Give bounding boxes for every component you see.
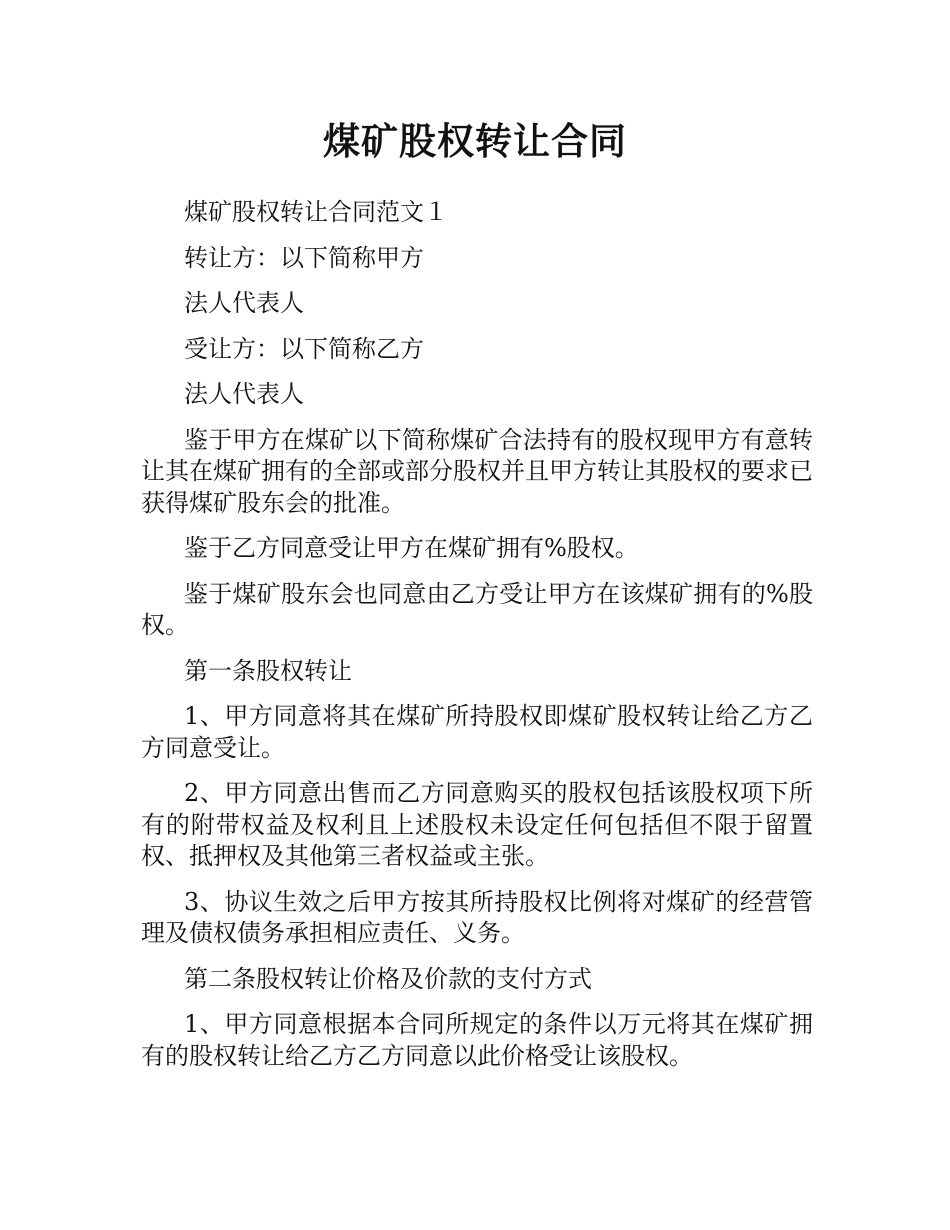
paragraph: 煤矿股权转让合同范文１ — [184, 198, 448, 226]
document-title: 煤矿股权转让合同 — [323, 120, 627, 163]
paragraph: 1、甲方同意根据本合同所规定的条件以万元将其在煤矿拥有的股权转让给乙方乙方同意以此价格受让该股权。 — [141, 1010, 813, 1070]
paragraph: 法人代表人 — [184, 380, 304, 408]
paragraph: 鉴于煤矿股东会也同意由乙方受让甲方在该煤矿拥有的%股权。 — [141, 579, 813, 639]
paragraph: 鉴于甲方在煤矿以下简称煤矿合法持有的股权现甲方有意转让其在煤矿拥有的全部或部分股权并且甲方转让其股权的要求已获得煤矿股东会的批准。 — [141, 425, 813, 517]
section-heading: 第一条股权转让 — [184, 656, 352, 685]
paragraph: 鉴于乙方同意受让甲方在煤矿拥有%股权。 — [184, 534, 639, 562]
paragraph: 2、甲方同意出售而乙方同意购买的股权包括该股权项下所有的附带权益及权利且上述股权未设定任何包括但不限于留置权、抵押权及其他第三者权益或主张。 — [141, 779, 813, 870]
paragraph: 3、协议生效之后甲方按其所持股权比例将对煤矿的经营管理及债权债务承担相应责任、义务。 — [141, 887, 813, 947]
section-heading: 第二条股权转让价格及价款的支付方式 — [184, 964, 592, 993]
paragraph: 法人代表人 — [184, 289, 304, 317]
paragraph: 转让方：以下简称甲方 — [184, 243, 424, 272]
paragraph: 受让方：以下简称乙方 — [184, 334, 424, 363]
paragraph: 1、甲方同意将其在煤矿所持股权即煤矿股权转让给乙方乙方同意受让。 — [141, 702, 813, 762]
document-body — [141, 197, 813, 1086]
